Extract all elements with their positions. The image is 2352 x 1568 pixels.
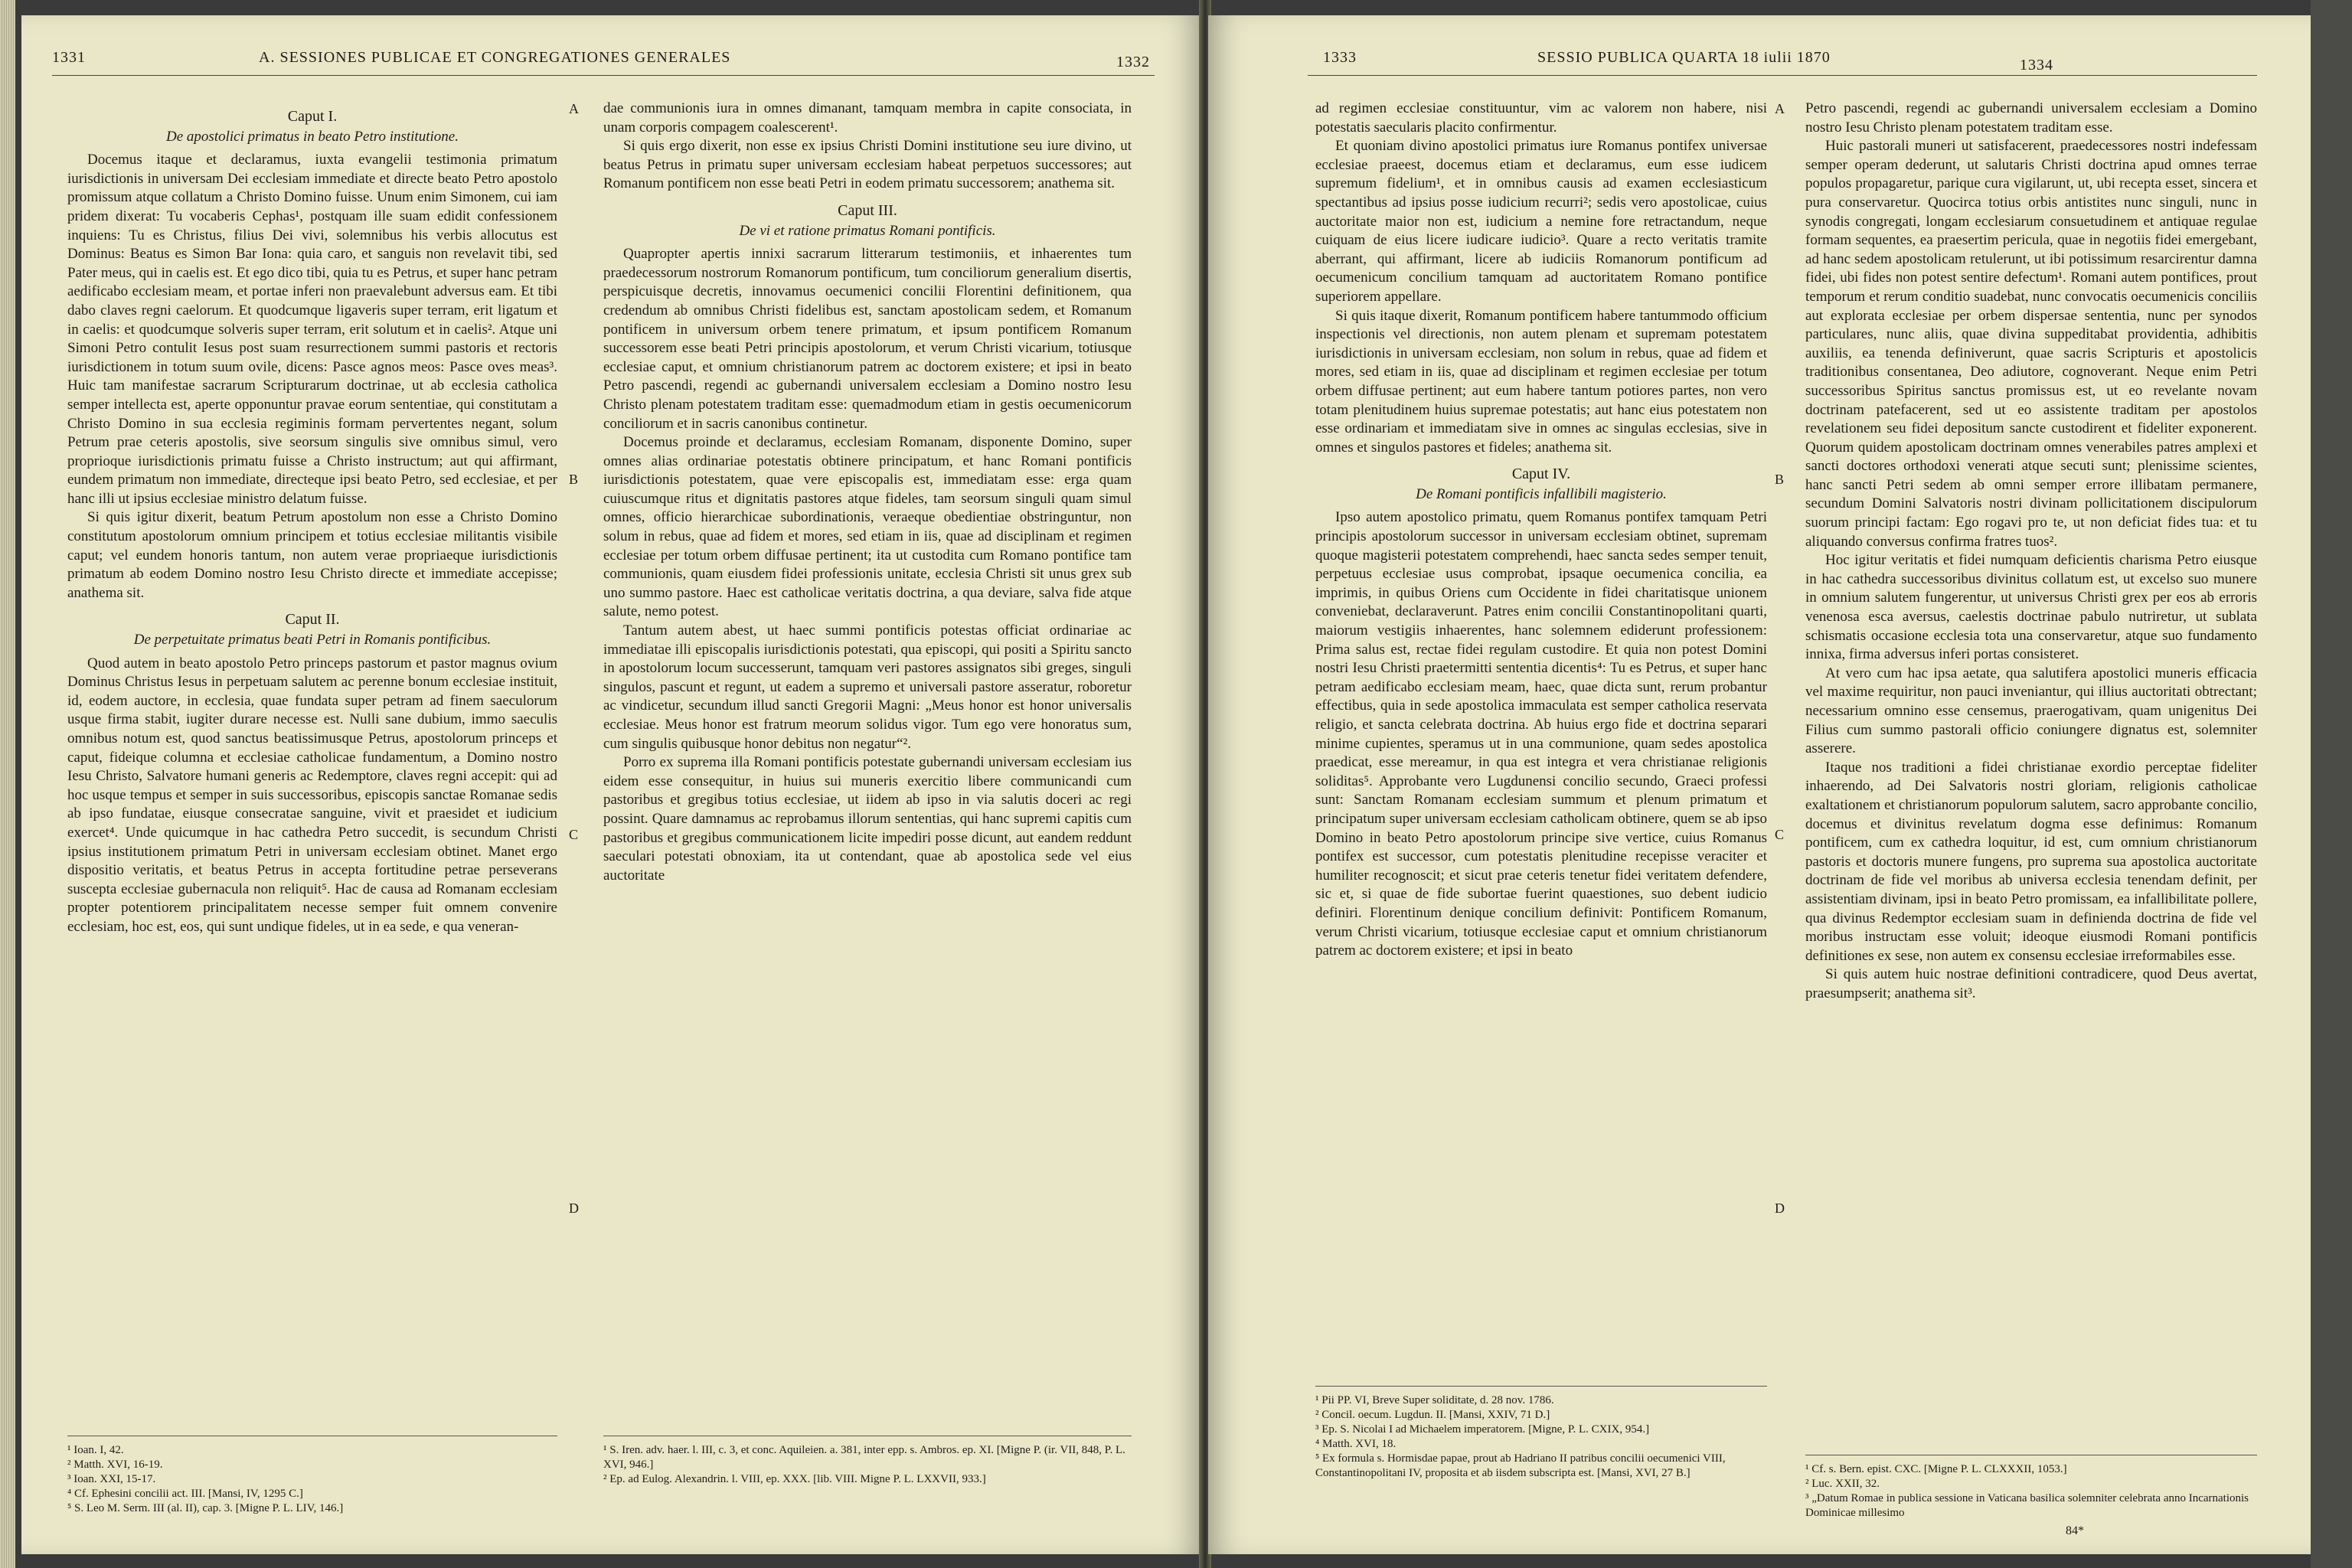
left-page (21, 15, 1202, 1554)
margin-letter-a: A (1775, 101, 1785, 116)
margin-letter-b: B (1775, 472, 1785, 487)
right-footnotes-2 (1805, 1462, 2257, 1521)
left-page-number: 1331 (52, 49, 86, 66)
left-running-title: A. SESSIONES PUBLICAE ET CONGREGATIONES GENERALES (259, 49, 731, 66)
footnote: ⁴ Matth. XVI, 18. (1315, 1438, 1396, 1450)
right-page-number-2: 1334 (2020, 57, 2053, 74)
margin-letter-c: C (569, 827, 579, 842)
footnote: ⁴ Cf. Ephesini concilii act. III. [Mansi, IV, 1295 C.] (67, 1488, 303, 1500)
margin-letter-a: A (569, 101, 579, 116)
margin-letter-d: D (1775, 1200, 1785, 1216)
right-running-title: SESSIO PUBLICA QUARTA 18 iulii 1870 (1537, 49, 1831, 66)
left-page-number-2: 1332 (1116, 54, 1150, 70)
right-footnotes-1 (1315, 1393, 1767, 1481)
paragraph: Tantum autem abest, ut haec summi pontificis potestas officiat ordinariae ac immediatae illi episcopalis iurisdictionis potestati, qua episcopi, qui positi a Spiritu sancto in apostolorum locum successerunt, tamquam veri pastores assignatos sibi greges, singuli singulos, pascunt et regunt, ut eadem a supremo et universali pastore asseratur, roboretur ac vindicetur, secundum illud sancti Gregorii Magni: „Meus honor est honor universalis ecclesiae. Meus honor est fratrum meorum solidus vigor. Tum ego vere honoratus sum, cum singulis quibusque honor debitus non negatur“². (603, 622, 1132, 752)
footnote: ³ „Datum Romae in publica sessione in Vaticana basilica solemniter celebrata anno Incarnationis Dominicae millesimo (1805, 1492, 2249, 1519)
paragraph: ad regimen ecclesiae constituuntur, vim ac valorem non habere, nisi potestatis saecularis placito confirmentur. (1315, 100, 1767, 136)
paragraph: Si quis igitur dixerit, beatum Petrum apostolum non esse a Christo Domino constitutum apostolorum omnium principem et totius ecclesiae militantis visibile caput; vel eundem honoris tantum, non autem verae propriaeque iurisdictionis primatum ab eodem Domino nostro Iesu Christo directe et immediate accepisse; anathema sit. (67, 509, 557, 601)
footnote: ² Concil. oecum. Lugdun. II. [Mansi, XXIV, 71 D.] (1315, 1409, 1550, 1421)
footnote: ¹ Ioan. I, 42. (67, 1444, 124, 1456)
right-column-1 (1315, 100, 1767, 961)
right-page-number: 1333 (1323, 49, 1357, 66)
chapter-heading: Caput I. (287, 108, 338, 125)
footnote: ⁵ S. Leo M. Serm. III (al. II), cap. 3. [Migne P. L. LIV, 146.] (67, 1502, 344, 1514)
chapter-heading: Caput III. (838, 201, 897, 219)
footnote: ³ Ep. S. Nicolai I ad Michaelem imperatorem. [Migne, P. L. CXIX, 954.] (1315, 1423, 1650, 1436)
footnote: ⁵ Ex formula s. Hormisdae papae, prout ab Hadriano II patribus concilii oecumenici VIII, Constantinopolitani IV, proposita et ab iisdem subscripta est. [Mansi, XVI, 27 B.] (1315, 1452, 1726, 1479)
paragraph: Hoc igitur veritatis et fidei numquam deficientis charisma Petro eiusque in hac cathedra successoribus divinitus collatum est, ut excelso suo munere in omnium salutem fungerentur, ut universus Christi grex per eos ab erroris venenosa esca aversus, caelestis doctrinae pabulo nutriretur, ut sublata schismatis occasione ecclesia tota una conservaretur, atque suo fundamento innixa, firma adversus inferi portas consisteret. (1805, 552, 2257, 663)
margin-letter-b: B (569, 472, 579, 487)
chapter-subtitle: De Romani pontificis infallibili magisterio. (1416, 485, 1667, 502)
paragraph: Ipso autem apostolico primatu, quem Romanus pontifex tamquam Petri principis apostolorum successor in universam ecclesiam obtinet, supremam quoque magisterii potestatem comprehendi, haec sancta sedes semper tenuit, perpetuus ecclesiae usus comprobat, ipsaque oecumenica concilia, ea imprimis, in quibus Oriens cum Occidente in fidei charitatisque unionem conveniebat, declaraverunt. Patres enim concilii Constantinopolitani quarti, maiorum vestigiis inhaerentes, hanc solemnem ediderunt professionem: Prima salus est, rectae fidei regulam custodire. Et quia non potest Domini nostri Iesu Christi praetermitti sententia dicentis⁴: Tu es Petrus, et super hanc petram aedificabo ecclesiam meam, haec, quae dicta sunt, rerum probantur effectibus, quia in sede apostolica immaculata est semper catholica reservata religio, et sancta celebrata doctrina. Ab huius ergo fide et doctrina separari minime cupientes, speramus ut in una communione, quam sedes apostolica praedicat, esse mereamur, in qua est integra et vera christianae religionis soliditas⁵. Approbante vero Lugdunensi concilio secundo, Graeci professi sunt: Sanctam Romanam ecclesiam summum et plenum primatum et principatum super universam ecclesiam catholicam obtinere, quem se ab ipso Domino in beato Petro apostolorum principe sive vertice, cuius Romanus pontifex est successor, cum potestatis plenitudine recepisse veraciter et humiliter recognoscit; et sicut prae ceteris tenetur fidei veritatem defendere, sic et, si quae de fide subortae fuerint quaestiones, suo debent iudicio definiri. Florentinum denique concilium definivit: Pontificem Romanum, verum Christi vicarium, totiusque ecclesiae caput et omnium christianorum patrem ac doctorem existere; et ipsi in beato (1315, 509, 1767, 959)
paragraph: Si quis itaque dixerit, Romanum pontificem habere tantummodo officium inspectionis vel directionis, non autem plenam et supremam potestatem iurisdictionis in universam ecclesiam, non solum in rebus, quae ad fidem et mores, sed etiam in iis, quae ad disciplinam et regimen ecclesiae per totum orbem diffusae pertinent; aut eum habere tantum potiores partes, non vero totam plenitudinem huius supremae potestatis; aut hanc eius potestatem non esse ordinariam et immediatam sive in omnes ac singulas ecclesias, sive in omnes et singulos pastores et fideles; anathema sit. (1315, 307, 1767, 456)
paragraph: At vero cum hac ipsa aetate, qua salutifera apostolici muneris efficacia vel maxime requiritur, non pauci inveniantur, qui illius auctoritati obtrectant; necessarium omnino esse censemus, praerogativam, quam unigenitus Dei Filius cum summo pastorali officio coniungere dignatus est, solemniter asserere. (1805, 665, 2257, 757)
footnote: ¹ Pii PP. VI, Breve Super soliditate, d. 28 nov. 1786. (1315, 1394, 1554, 1406)
margin-letter-d: D (569, 1200, 579, 1216)
page-edges-left (0, 0, 15, 1568)
signature-mark: 84* (2066, 1524, 2084, 1537)
paragraph: Et quoniam divino apostolici primatus iure Romanus pontifex universae ecclesiae praeest, docemus etiam et declaramus, eum esse iudicem supremum fidelium¹, et in omnibus causis ad examen ecclesiasticum spectantibus ad ipsius posse iudicium recurri²; sedis vero apostolicae, cuius auctoritate maior non est, iudicium a nemine fore retractandum, neque cuiquam de eius licere iudicare iudicio³. Quare a recto veritatis tramite aberrant, qui affirmant, licere ab iudiciis Romanorum pontificum ad oecumenicum concilium tamquam ad auctoritatem Romano pontifice superiorem appellare. (1315, 138, 1767, 305)
footnote: ² Ep. ad Eulog. Alexandrin. l. VIII, ep. XXX. [lib. VIII. Migne P. L. LXXVII, 933.] (603, 1473, 986, 1485)
paragraph: dae communionis iura in omnes dimanant, tamquam membra in capite consociata, in unam corporis compagem coalescerent¹. (603, 100, 1132, 136)
paragraph: Huic pastorali muneri ut satisfacerent, praedecessores nostri indefessam semper operam dederunt, ut salutaris Christi doctrina apud omnes terrae populos propagaretur, parique cura vigilarunt, ut, ubi recepta esset, sincera et pura conservaretur. Quocirca totius orbis antistites nunc singuli, nunc in synodis congregati, longam ecclesiarum consuetudinem et antiquae regulae formam sequentes, ea praesertim pericula, quae in negotiis fidei emergebant, ad hanc sedem apostolicam retulerunt, ut ibi potissimum resarcirentur damna fidei, ubi fides non potest sentire defectum¹. Romani autem pontifices, prout temporum et rerum conditio suadebat, nunc convocatis oecumenicis conciliis aut explorata ecclesiae per orbem dispersae sententia, nunc per synodos particulares, nunc aliis, quae divina suppeditabat providentia, adhibitis auxiliis, ea tenenda definiverunt, quae sacris Scripturis et apostolicis traditionibus consentanea, Deo adiutore, cognoverant. Neque enim Petri successoribus Spiritus sanctus promissus est, ut eo revelante novam doctrinam patefacerent, sed ut eo assistente traditam per apostolos revelationem seu fidei depositum sancte custodirent et fideliter exponerent. Quorum quidem apostolicam doctrinam omnes venerabiles patres amplexi et sancti doctores orthodoxi venerati atque secuti sunt; plenissime scientes, hanc sancti Petri sedem ab omni semper errore illibatam permanere, secundum Domini Salvatoris nostri divinam pollicitationem discipulorum suorum principi factam: Ego rogavi pro te, ut non deficiat fides tua: et tu aliquando conversus confirma fratres tuos². (1805, 138, 2257, 550)
paragraph: Quapropter apertis innixi sacrarum litterarum testimoniis, et inhaerentes tum praedecessorum nostrorum Romanorum pontificum, tum conciliorum generalium disertis, perspicuisque decretis, innovamus oecumenici concilii Florentini definitionem, qua credendum ab omnibus Christi fidelibus est, sanctam apostolicam sedem, et Romanum pontificem in universum orbem tenere primatum, et ipsum pontificem Romanum successorem esse beati Petri principis apostolorum, et verum Christi vicarium, totiusque ecclesiae caput, et omnium christianorum patrem ac doctorem existere; et ipsi in beato Petro pascendi, regendi ac gubernandi universalem ecclesiam a Domino nostro Iesu Christo plenam potestatem traditam esse: quemadmodum etiam in gestis oecumenicorum conciliorum et in sacris canonibus continetur. (603, 246, 1132, 432)
chapter-heading: Caput IV. (1511, 466, 1571, 483)
paragraph: Itaque nos traditioni a fidei christianae exordio perceptae fideliter inhaerendo, ad Dei Salvatoris nostri gloriam, religionis catholicae exaltationem et christianorum populorum salutem, sacro approbante concilio, docemus et divinitus revelatum dogma esse definimus: Romanum pontificem, cum ex cathedra loquitur, id est, cum omnium christianorum pastoris et doctoris munere fungens, pro suprema sua apostolica auctoritate doctrinam de fide vel moribus ab universa ecclesia tenendam definit, per assistentiam divinam, ipsi in beato Petro promissam, ea infallibilitate pollere, qua divinus Redemptor ecclesiam suam in definienda doctrina de fide vel moribus instructam esse voluit; ideoque eiusmodi Romani pontificis definitiones ex sese, non autem ex consensu ecclesiae irreformabiles esse. (1805, 759, 2257, 964)
paragraph: Si quis ergo dixerit, non esse ex ipsius Christi Domini institutione seu iure divino, ut beatus Petrus in primatu super universam ecclesiam habeat perpetuos successores; aut Romanum pontificem non esse beati Petri in eodem primatu successorem; anathema sit. (603, 138, 1132, 192)
paragraph: Si quis autem huic nostrae definitioni contradicere, quod Deus avertat, praesumpserit; anathema sit³. (1805, 966, 2257, 1001)
footnote: ³ Ioan. XXI, 15-17. (67, 1473, 156, 1485)
footnote: ¹ Cf. s. Bern. epist. CXC. [Migne P. L. CLXXXII, 1053.] (1805, 1463, 2067, 1475)
paragraph: Petro pascendi, regendi ac gubernandi universalem ecclesiam a Domino nostro Iesu Christo plenam potestatem traditam esse. (1805, 100, 2257, 136)
paragraph: Docemus proinde et declaramus, ecclesiam Romanam, disponente Domino, super omnes alias ordinariae potestatis obtinere principatum, et hanc Romani pontificis iurisdictionis potestatem, quae vere episcopalis est, immediatam esse: erga quam cuiuscumque ritus et dignitatis pastores atque fideles, tam seorsum singuli quam simul omnes, officio hierarchicae subordinationis, veraeque obedientiae obstringuntur, non solum in rebus, quae ad fidem et mores, sed etiam in iis, quae ad disciplinam et regimen ecclesiae per totum orbem diffusae pertinent; ita ut custodita cum Romano pontifice tam communionis, quam eiusdem fidei professionis unitate, ecclesia Christi sit unus grex sub uno summo pastore. Haec est catholicae veritatis doctrina, a qua deviare, salva fide atque salute, nemo potest. (603, 434, 1132, 620)
header-rule (1308, 75, 2257, 76)
chapter-subtitle: De perpetuitate primatus beati Petri in Romanis pontificibus. (133, 632, 492, 648)
chapter-subtitle: De apostolici primatus in beato Petro institutione. (166, 128, 459, 145)
paragraph: Docemus itaque et declaramus, iuxta evangelii testimonia primatum iurisdictionis in universam Dei ecclesiam immediate et directe beato Petro apostolo promissum atque collatum a Christo Domino fuisse. Unum enim Simonem, cui iam pridem dixerat: Tu vocaberis Cephas¹, postquam ille suam edidit confessionem inquiens: Tu es Christus, filius Dei vivi, solemnibus his verbis allocutus est Dominus: Beatus es Simon Bar Iona: quia caro, et sanguis non revelavit tibi, sed Pater meus, qui in caelis est. Et ego dico tibi, quia tu es Petrus, et super hanc petram aedificabo ecclesiam meam, et portae inferi non praevalebunt adversus eam. Et tibi dabo claves regni caelorum. Et quodcumque ligaveris super terram, erit ligatum et in caelis: et quodcumque solveris super terram, erit solutum et in caelis². Atque uni Simoni Petro contulit Iesus post suam resurrectionem summi pastoris et rectoris iurisdictionem in totum suum ovile, dicens: Pasce agnos meos: Pasce oves meas³. Huic tam manifestae sacrarum Scripturarum doctrinae, ut ab ecclesia catholica semper intellecta est, aperte opponuntur pravae eorum sententiae, qui constitutam a Christo Domino in sua ecclesia regiminis formam pervertentes negant, solum Petrum prae ceteris apostolis, sive seorsum singulis sive omnibus simul, vero proprioque iurisdictionis primatu fuisse a Christo instructum; aut qui affirmant, eundem primatum non immediate, directeque ipsi beato Petro, sed ecclesiae, et per hanc illi ut ipsius ecclesiae ministro delatum fuisse. (67, 152, 557, 507)
margin-letter-c: C (1775, 827, 1785, 842)
footnote: ² Matth. XVI, 16-19. (67, 1459, 163, 1471)
left-footnotes-1 (67, 1443, 557, 1516)
paragraph: Quod autem in beato apostolo Petro princeps pastorum et pastor magnus ovium Dominus Christus Iesus in perpetuam salutem ac perenne bonum ecclesiae instituit, id, eodem auctore, in ecclesia, quae fundata super petram ad finem saeculorum usque firma stabit, iugiter durare necesse est. Nulli sane dubium, immo saeculis omnibus notum est, quod sanctus beatissimusque Petrus, apostolorum princeps et caput, fideique columna et ecclesiae catholicae fundamentum, a Domino nostro Iesu Christo, Salvatore humani generis ac Redemptore, claves regni accepit: qui ad hoc usque tempus et semper in suis successoribus, episcopis sanctae Romanae sedis ab ipso fundatae, eiusque consecratae sanguine, vivit et praesidet et iudicium exercet⁴. Unde quicumque in hac cathedra Petro succedit, is secundum Christi ipsius institutionem primatum Petri in universam ecclesiam obtinet. Manet ergo dispositio veritatis, et beatus Petrus in accepta fortitudine petrae perseverans suscepta ecclesiae gubernacula non reliquit⁵. Hac de causa ad Romanam ecclesiam propter potentiorem principalitatem necesse semper fuit omnem convenire ecclesiam, hoc est, eos, qui sunt undique fideles, ut in ea sede, e qua veneran- (67, 655, 557, 935)
footnote: ² Luc. XXII, 32. (1805, 1478, 1880, 1490)
header-rule (52, 75, 1155, 76)
left-column-2 (603, 100, 1132, 885)
footnote-rule (1315, 1386, 1767, 1387)
right-page (1208, 15, 2311, 1554)
chapter-subtitle: De vi et ratione primatus Romani pontificis. (739, 222, 996, 239)
paragraph: Porro ex suprema illa Romani pontificis potestate gubernandi universam ecclesiam ius eidem esse consequitur, in huius sui muneris exercitio libere communicandi cum pastoribus et gregibus totius ecclesiae, ut iidem ab ipso in via salutis doceri ac regi possint. Quare damnamus ac reprobamus illorum sententias, qui hanc supremi capitis cum pastoribus et gregibus communicationem licite impediri posse dicunt, aut eandem reddunt saeculari potestati obnoxiam, ita ut contendant, quae ab apostolica sede vel eius auctoritate (603, 754, 1132, 884)
left-footnotes-2 (603, 1443, 1132, 1487)
left-column-1 (67, 100, 557, 937)
chapter-heading: Caput II. (285, 611, 340, 629)
footnote: ¹ S. Iren. adv. haer. l. III, c. 3, et conc. Aquileien. a. 381, inter epp. s. Ambros. ep. XI. [Migne P. (ir. VII, 848, P. L. XVI, 946.] (603, 1444, 1125, 1471)
right-column-2 (1805, 100, 2257, 1004)
page-edges-right (2311, 0, 2352, 1568)
